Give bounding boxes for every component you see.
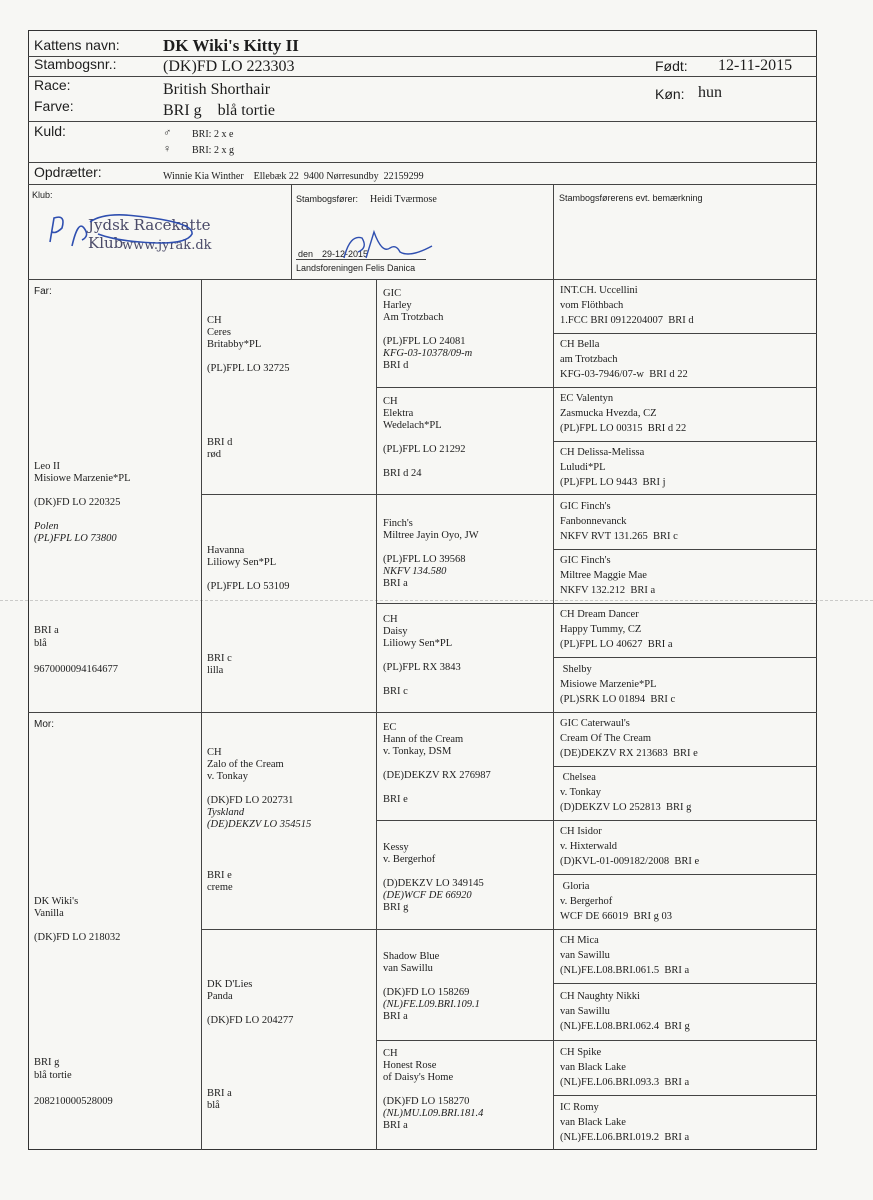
ancestor-gen4-line: (NL)FE.L06.BRI.093.3 BRI a bbox=[560, 1076, 690, 1088]
ancestor-gen4-1 bbox=[560, 284, 694, 329]
great-grandparent-line: Liliowy Sen*PL bbox=[383, 638, 453, 649]
great-grandparent-line: (D)DEKZV LO 349145 bbox=[383, 878, 484, 889]
ancestor-gen4-line: van Sawillu bbox=[560, 1005, 610, 1017]
ancestor-gen4-line: CH Dream Dancer bbox=[560, 609, 639, 620]
sex-value: hun bbox=[698, 84, 722, 101]
great-grandparent-line: van Sawillu bbox=[383, 963, 433, 974]
sire-color-line bbox=[34, 650, 118, 663]
litter-male: BRI: 2 x e bbox=[192, 129, 234, 140]
great-grandparent-line: Daisy bbox=[383, 626, 408, 637]
great-grandparent-line bbox=[383, 649, 461, 661]
grandparent-line: Tyskland bbox=[207, 807, 245, 818]
sire-color-block bbox=[34, 624, 118, 676]
litter-female: BRI: 2 x g bbox=[192, 145, 234, 156]
ancestor-gen4-13 bbox=[560, 934, 689, 979]
registrar-label: Stambogsfører: bbox=[296, 194, 359, 204]
sex-label: Køn: bbox=[655, 86, 685, 102]
grandparent-line: Havanna bbox=[207, 545, 245, 556]
club-stamp-line1: Jydsk Racekatte Klub bbox=[88, 216, 211, 252]
ancestor-gen4-9 bbox=[560, 717, 698, 762]
ancestor-gen4-14 bbox=[560, 990, 690, 1035]
dam-color-line: blå tortie bbox=[34, 1070, 72, 1081]
ancestor-gen4-line: GIC Finch's bbox=[560, 555, 611, 566]
great-grandparent-line: Hann of the Cream bbox=[383, 734, 464, 745]
ancestor-gen4-line: CH Spike bbox=[560, 1046, 602, 1058]
ancestor-gen4-10 bbox=[560, 771, 691, 816]
ancestor-gen4-line: Fanbonnevanck bbox=[560, 515, 627, 527]
great-grandparent-line: (DK)FD LO 158269 bbox=[383, 987, 470, 998]
great-grandparent-line bbox=[383, 323, 472, 335]
great-grandparent-line: (DE)WCF DE 66920 bbox=[383, 890, 472, 901]
sire-line: Polen bbox=[34, 521, 59, 532]
ancestor-gen4-line: Misiowe Marzenie*PL bbox=[560, 678, 657, 690]
sire-block bbox=[34, 460, 131, 544]
great-grandparent-line bbox=[383, 757, 491, 769]
ancestor-gen4-line: (D)DEKZV LO 252813 BRI g bbox=[560, 802, 692, 813]
dam-line bbox=[34, 919, 120, 931]
dam-block bbox=[34, 895, 120, 943]
dam-line: (DK)FD LO 218032 bbox=[34, 932, 121, 943]
ancestor-gen4-line: Happy Tummy, CZ bbox=[560, 624, 642, 635]
sire-line: Misiowe Marzenie*PL bbox=[34, 473, 131, 484]
great-grandparent-line bbox=[383, 938, 480, 950]
registrar-value: Heidi Tværmose bbox=[370, 194, 437, 205]
ancestor-gen4-line: Gloria bbox=[560, 880, 590, 892]
great-grandparent-line: Honest Rose bbox=[383, 1060, 437, 1071]
ancestor-gen4-line: (DE)DEKZV RX 213683 BRI e bbox=[560, 748, 698, 759]
ancestor-gen4-line: van Black Lake bbox=[560, 1116, 626, 1128]
ancestor-gen4-line: IC Romy bbox=[560, 1101, 599, 1113]
great-grandparent-line: GIC bbox=[383, 288, 402, 299]
ancestor-gen4-line: Luludi*PL bbox=[560, 461, 606, 473]
ancestor-gen4-8 bbox=[560, 663, 675, 708]
grandparent-line: (PL)FPL LO 32725 bbox=[207, 363, 290, 374]
reg-label: Stambogsnr.: bbox=[34, 56, 117, 72]
great-grandparent-line bbox=[383, 431, 465, 443]
great-grandparent-line: CH bbox=[383, 1048, 398, 1059]
grandparent-line: Zalo of the Cream bbox=[207, 759, 284, 770]
great-grandparent-line: of Daisy's Home bbox=[383, 1072, 454, 1083]
grandparent-line: Panda bbox=[207, 991, 233, 1002]
great-grandparent-line: BRI a bbox=[383, 1120, 408, 1131]
sire-color-line: blå bbox=[34, 638, 47, 649]
sire-label: Far: bbox=[34, 286, 52, 297]
grandparent-2 bbox=[207, 544, 289, 592]
race-label: Race: bbox=[34, 77, 71, 93]
great-grandparent-line bbox=[383, 781, 491, 793]
breeder-value: Winnie Kia Winther Ellebæk 22 9400 Nørresundby 22159299 bbox=[163, 171, 424, 182]
grandparent-line: Ceres bbox=[207, 327, 231, 338]
great-grandparent-line: Am Trotzbach bbox=[383, 312, 444, 323]
great-grandparent-line bbox=[383, 974, 480, 986]
grandparent-3 bbox=[207, 746, 311, 830]
ancestor-gen4-line: (NL)FE.L06.BRI.019.2 BRI a bbox=[560, 1131, 690, 1143]
organisation: Landsforeningen Felis Danica bbox=[296, 263, 416, 273]
ancestor-gen4-line: GIC Finch's bbox=[560, 500, 611, 512]
grandparent-color-line: lilla bbox=[207, 665, 224, 676]
ancestor-gen4-line: CH Bella bbox=[560, 339, 600, 350]
great-grandparent-2 bbox=[383, 395, 465, 479]
ancestor-gen4-line: v. Bergerhof bbox=[560, 895, 613, 907]
ancestor-gen4-line: Cream Of The Cream bbox=[560, 733, 652, 744]
great-grandparent-line: Elektra bbox=[383, 408, 414, 419]
great-grandparent-line: BRI g bbox=[383, 902, 409, 913]
great-grandparent-line: BRI d bbox=[383, 360, 409, 371]
great-grandparent-1 bbox=[383, 287, 472, 371]
dam-color-line: BRI g bbox=[34, 1057, 60, 1068]
sire-line bbox=[34, 508, 131, 520]
grandparent-3-color bbox=[207, 869, 233, 893]
ancestor-gen4-line: (PL)FPL LO 40627 BRI a bbox=[560, 639, 673, 650]
grandparent-color-line: blå bbox=[207, 1100, 220, 1111]
great-grandparent-line: EC bbox=[383, 722, 397, 733]
grandparent-line: (DE)DEKZV LO 354515 bbox=[207, 819, 312, 830]
ancestor-gen4-line: CH Delissa-Melissa bbox=[560, 446, 645, 458]
great-grandparent-line: (PL)FPL LO 21292 bbox=[383, 444, 466, 455]
registrar-signature bbox=[340, 228, 440, 268]
ancestor-gen4-line: EC Valentyn bbox=[560, 393, 614, 404]
cat-name: DK Wiki's Kitty II bbox=[163, 36, 299, 55]
sire-line: (DK)FD LO 220325 bbox=[34, 497, 121, 508]
ancestor-gen4-line: van Sawillu bbox=[560, 950, 610, 961]
great-grandparent-line: Shadow Blue bbox=[383, 951, 440, 962]
ancestor-gen4-line: (PL)FPL LO 9443 BRI j bbox=[560, 476, 666, 488]
litter-label: Kuld: bbox=[34, 123, 66, 139]
great-grandparent-line bbox=[383, 455, 465, 467]
ancestor-gen4-line: GIC Caterwaul's bbox=[560, 718, 630, 729]
grandparent-line: CH bbox=[207, 315, 222, 326]
ancestor-gen4-line: Chelsea bbox=[560, 772, 596, 783]
ancestor-gen4-16 bbox=[560, 1101, 689, 1146]
great-grandparent-line: KFG-03-10378/09-m bbox=[383, 348, 473, 359]
great-grandparent-line: (DK)FD LO 158270 bbox=[383, 1096, 470, 1107]
great-grandparent-line: CH bbox=[383, 396, 398, 407]
great-grandparent-line: Wedelach*PL bbox=[383, 420, 442, 431]
great-grandparent-line: BRI a bbox=[383, 578, 408, 589]
great-grandparent-line: v. Tonkay, DSM bbox=[383, 746, 452, 757]
grandparent-line: DK D'Lies bbox=[207, 979, 253, 990]
great-grandparent-line: (NL)FE.L09.BRI.109.1 bbox=[383, 999, 480, 1010]
sire-line: Leo II bbox=[34, 461, 60, 472]
fold-line-1 bbox=[0, 600, 873, 601]
grandparent-1-color bbox=[207, 436, 232, 460]
ancestor-gen4-line: Shelby bbox=[560, 663, 592, 675]
ancestor-gen4-5 bbox=[560, 500, 678, 545]
grandparent-color-line: creme bbox=[207, 882, 233, 893]
great-grandparent-line: (PL)FPL RX 3843 bbox=[383, 662, 461, 673]
great-grandparent-line bbox=[383, 865, 484, 877]
great-grandparent-line: (PL)FPL LO 39568 bbox=[383, 554, 466, 565]
ancestor-gen4-2 bbox=[560, 338, 688, 383]
grandparent-2-color bbox=[207, 652, 232, 676]
ancestor-gen4-line: KFG-03-7946/07-w BRI d 22 bbox=[560, 369, 688, 380]
great-grandparent-line bbox=[383, 505, 479, 517]
grandparent-color-line: rød bbox=[207, 449, 221, 460]
sire-line bbox=[34, 484, 131, 496]
male-icon: ♂ bbox=[163, 127, 172, 139]
date-prefix: den bbox=[298, 249, 314, 259]
ancestor-gen4-line: INT.CH. Uccellini bbox=[560, 285, 638, 296]
grandparent-line: Liliowy Sen*PL bbox=[207, 557, 277, 568]
ancestor-gen4-line: (D)KVL-01-009182/2008 BRI e bbox=[560, 856, 700, 867]
great-grandparent-line: (DE)DEKZV RX 276987 bbox=[383, 770, 491, 781]
registration-date: 29-12-2015 bbox=[322, 249, 369, 259]
ancestor-gen4-6 bbox=[560, 554, 655, 599]
ancestor-gen4-line: (NL)FE.L08.BRI.061.5 BRI a bbox=[560, 965, 690, 976]
great-grandparent-line: BRI d 24 bbox=[383, 468, 422, 479]
breeder-label: Opdrætter: bbox=[34, 164, 102, 180]
ancestor-gen4-line: v. Hixterwald bbox=[560, 841, 618, 852]
ancestor-gen4-line: Zasmucka Hvezda, CZ bbox=[560, 408, 657, 419]
great-grandparent-line bbox=[383, 541, 479, 553]
great-grandparent-line: BRI e bbox=[383, 794, 408, 805]
ancestor-gen4-7 bbox=[560, 608, 673, 653]
grandparent-color-line: BRI d bbox=[207, 437, 233, 448]
great-grandparent-line: NKFV 134.580 bbox=[383, 566, 447, 577]
grandparent-line: (DK)FD LO 202731 bbox=[207, 795, 294, 806]
dam-color-block bbox=[34, 1056, 113, 1108]
dam-color-line bbox=[34, 1082, 113, 1095]
club-signature bbox=[44, 206, 214, 258]
grandparent-line bbox=[207, 1002, 293, 1014]
ancestor-gen4-line: v. Tonkay bbox=[560, 787, 601, 798]
grandparent-line: Britabby*PL bbox=[207, 339, 262, 350]
grandparent-1 bbox=[207, 314, 289, 374]
grandparent-color-line: BRI e bbox=[207, 870, 232, 881]
great-grandparent-line bbox=[383, 673, 461, 685]
dam-color-line: 208210000528009 bbox=[34, 1096, 113, 1107]
sire-line: (PL)FPL LO 73800 bbox=[34, 533, 117, 544]
dam-line: DK Wiki's bbox=[34, 896, 79, 907]
ancestor-gen4-line: 1.FCC BRI 0912204007 BRI d bbox=[560, 315, 694, 326]
color-value: BRI g blå tortie bbox=[163, 102, 275, 119]
ancestor-gen4-line: (NL)FE.L08.BRI.062.4 BRI g bbox=[560, 1020, 690, 1032]
great-grandparent-7 bbox=[383, 938, 480, 1022]
great-grandparent-line: v. Bergerhof bbox=[383, 854, 436, 865]
sire-color-line: 9670000094164677 bbox=[34, 664, 118, 675]
great-grandparent-5 bbox=[383, 721, 491, 805]
grandparent-line bbox=[207, 350, 289, 362]
grandparent-4 bbox=[207, 978, 293, 1026]
ancestor-gen4-line: CH Mica bbox=[560, 935, 599, 946]
ancestor-gen4-11 bbox=[560, 825, 699, 870]
dam-label: Mor: bbox=[34, 719, 54, 730]
grandparent-color-line: BRI c bbox=[207, 653, 232, 664]
great-grandparent-line: Harley bbox=[383, 300, 412, 311]
grandparent-line: CH bbox=[207, 747, 222, 758]
name-label: Kattens navn: bbox=[34, 37, 120, 53]
great-grandparent-line bbox=[383, 1083, 483, 1095]
dam-line: Vanilla bbox=[34, 908, 64, 919]
ancestor-gen4-15 bbox=[560, 1046, 689, 1091]
remark-label: Stambogsførerens evt. bemærkning bbox=[559, 193, 703, 203]
grandparent-line: v. Tonkay bbox=[207, 771, 248, 782]
reg-number: (DK)FD LO 223303 bbox=[163, 58, 295, 75]
born-date: 12-11-2015 bbox=[718, 57, 793, 74]
born-label: Født: bbox=[655, 58, 688, 74]
ancestor-gen4-line: am Trotzbach bbox=[560, 354, 618, 365]
ancestor-gen4-line: NKFV 132.212 BRI a bbox=[560, 585, 656, 596]
ancestor-gen4-line: Miltree Maggie Mae bbox=[560, 570, 647, 581]
ancestor-gen4-line: (PL)FPL LO 00315 BRI d 22 bbox=[560, 423, 687, 434]
ancestor-gen4-line: vom Flöthbach bbox=[560, 300, 624, 311]
race-value: British Shorthair bbox=[163, 81, 271, 98]
ancestor-gen4-line: CH Isidor bbox=[560, 826, 602, 837]
great-grandparent-line: BRI a bbox=[383, 1011, 408, 1022]
club-label: Klub: bbox=[32, 190, 53, 200]
grandparent-line: (PL)FPL LO 53109 bbox=[207, 581, 290, 592]
grandparent-color-line: BRI a bbox=[207, 1088, 232, 1099]
grandparent-4-color bbox=[207, 1087, 232, 1111]
grandparent-line bbox=[207, 782, 311, 794]
great-grandparent-6 bbox=[383, 829, 484, 913]
great-grandparent-line: (PL)FPL LO 24081 bbox=[383, 336, 466, 347]
great-grandparent-3 bbox=[383, 505, 479, 589]
great-grandparent-line bbox=[383, 829, 484, 841]
great-grandparent-4 bbox=[383, 613, 461, 697]
ancestor-gen4-line: van Black Lake bbox=[560, 1061, 626, 1073]
great-grandparent-line: (NL)MU.L09.BRI.181.4 bbox=[383, 1108, 484, 1119]
great-grandparent-line: Miltree Jayin Oyo, JW bbox=[383, 530, 479, 541]
sire-color-line: BRI a bbox=[34, 625, 59, 636]
ancestor-gen4-line: (PL)SRK LO 01894 BRI c bbox=[560, 693, 676, 705]
club-stamp-line2: www.jyrak.dk bbox=[122, 238, 212, 253]
great-grandparent-line: BRI c bbox=[383, 686, 408, 697]
great-grandparent-8 bbox=[383, 1047, 483, 1131]
ancestor-gen4-line: CH Naughty Nikki bbox=[560, 990, 640, 1002]
color-label: Farve: bbox=[34, 98, 74, 114]
grandparent-line bbox=[207, 568, 289, 580]
ancestor-gen4-line: WCF DE 66019 BRI g 03 bbox=[560, 910, 673, 922]
ancestor-gen4-4 bbox=[560, 446, 666, 491]
female-icon: ♀ bbox=[163, 143, 172, 155]
great-grandparent-line: Finch's bbox=[383, 518, 413, 529]
ancestor-gen4-3 bbox=[560, 392, 686, 437]
ancestor-gen4-12 bbox=[560, 880, 672, 925]
great-grandparent-line: CH bbox=[383, 614, 398, 625]
great-grandparent-line: Kessy bbox=[383, 842, 409, 853]
ancestor-gen4-line: NKFV RVT 131.265 BRI c bbox=[560, 530, 678, 542]
grandparent-line: (DK)FD LO 204277 bbox=[207, 1015, 294, 1026]
